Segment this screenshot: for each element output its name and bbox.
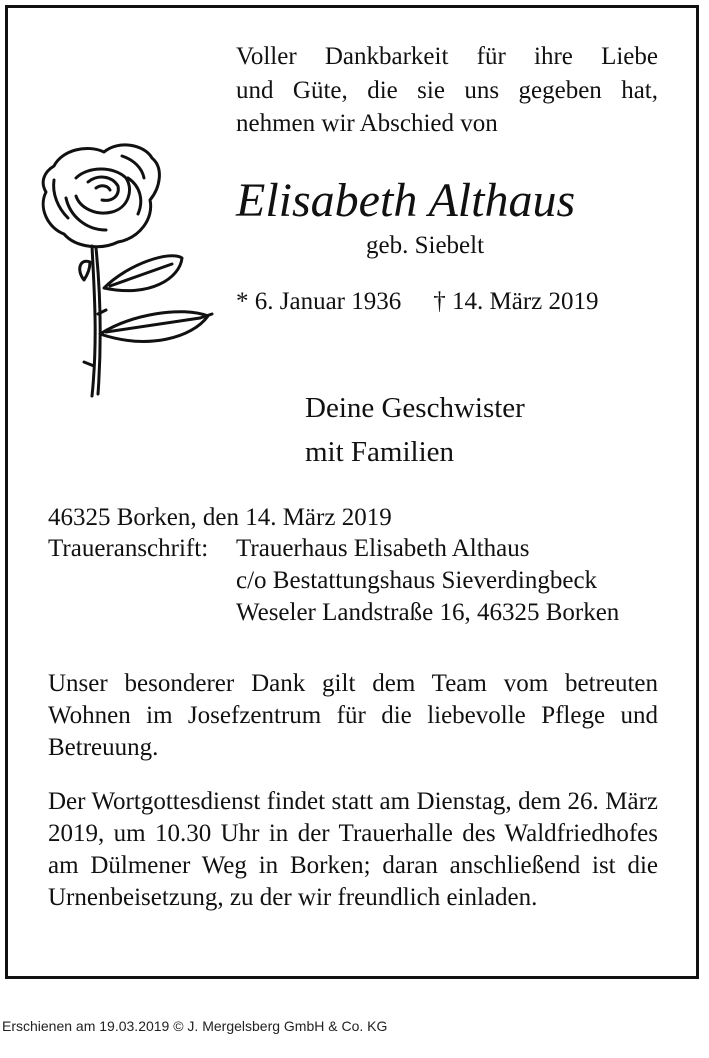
address-line: c/o Bestattungshaus Sieverdingbeck <box>236 567 598 594</box>
address-line: Trauerhaus Elisabeth Althaus <box>236 535 530 562</box>
maiden-name: geb. Siebelt <box>366 232 485 259</box>
mourner-line: Deine Geschwister <box>305 392 525 424</box>
thanks-paragraph: Unser besonderer Dank gilt dem Team vom betreuten Wohnen im Josefzentrum für die liebevolle Pflege und Betreuung. <box>48 670 658 761</box>
death-date: † 14. März 2019 <box>433 288 599 315</box>
birth-date: * 6. Januar 1936 <box>236 288 402 315</box>
address-label: Traueranschrift: <box>48 535 209 562</box>
place-date: 46325 Borken, den 14. März 2019 <box>48 504 392 531</box>
mourners <box>305 386 525 474</box>
intro-line: und Güte, die sie uns gegeben hat, <box>236 76 658 104</box>
mourner-line: mit Familien <box>305 436 455 468</box>
address-line: Weseler Landstraße 16, 46325 Borken <box>236 599 620 626</box>
rose-icon <box>32 138 222 400</box>
intro-line: nehmen wir Abschied von <box>236 110 498 137</box>
intro-text <box>236 40 658 141</box>
service-paragraph: Der Wortgottesdienst findet statt am Dienstag, dem 26. März 2019, um 10.30 Uhr in der Trauerhalle des Waldfriedhofes am Dülmener Weg in Borken; daran anschließend ist die Urnenbeisetzung, zu der wir freundlich einladen. <box>48 788 658 911</box>
deceased-name: Elisabeth Althaus <box>236 174 576 227</box>
intro-line: Voller Dankbarkeit für ihre Liebe <box>236 43 658 70</box>
address-block <box>236 533 619 629</box>
publication-footer: Erschienen am 19.03.2019 © J. Mergelsberg GmbH & Co. KG <box>2 1018 388 1034</box>
life-dates <box>236 286 599 318</box>
